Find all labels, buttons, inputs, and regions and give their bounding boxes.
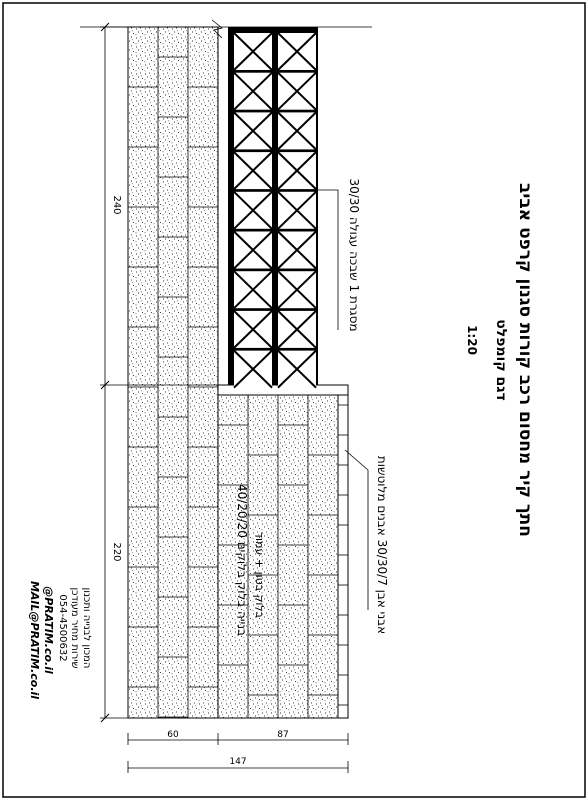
lattice-block	[228, 27, 318, 388]
width-dimensions	[128, 733, 348, 773]
title-line2: דגם קומפלט	[493, 319, 509, 401]
company-web: @PRATIM.co.il	[42, 586, 55, 674]
dim-60: 60	[167, 730, 179, 740]
dim-240: 240	[111, 195, 122, 215]
label-grid-block: 30/30 מסגרת 1 שבכה עגולה	[347, 178, 361, 332]
label-stone-wall-2: 40/20/20 בנייה בלוק בלוקים	[235, 483, 249, 637]
dim-147: 147	[229, 757, 247, 767]
company-line2: שירות מחיר מעודכן	[69, 587, 80, 669]
company-mail: MAIL@PRATIM.co.il	[28, 580, 41, 700]
title-line1: חתך קיר מחסום רכב קורות סגנון קרפט אביב	[515, 183, 535, 537]
dim-87: 87	[277, 730, 289, 740]
title-scale: 1:20	[465, 325, 479, 355]
masonry-wall	[128, 27, 218, 718]
dim-220: 220	[111, 542, 122, 562]
label-stone-wall: אבני אבן 30/30/7 אבנים מלוטשות	[375, 455, 389, 635]
company-line1: המכון לבנייה ותכנון	[81, 587, 92, 669]
leader-grid	[318, 190, 338, 330]
company-phone: 054-4500632	[57, 594, 68, 662]
label-stone-wall-3: בלוק בטון + עמוד	[253, 532, 266, 618]
